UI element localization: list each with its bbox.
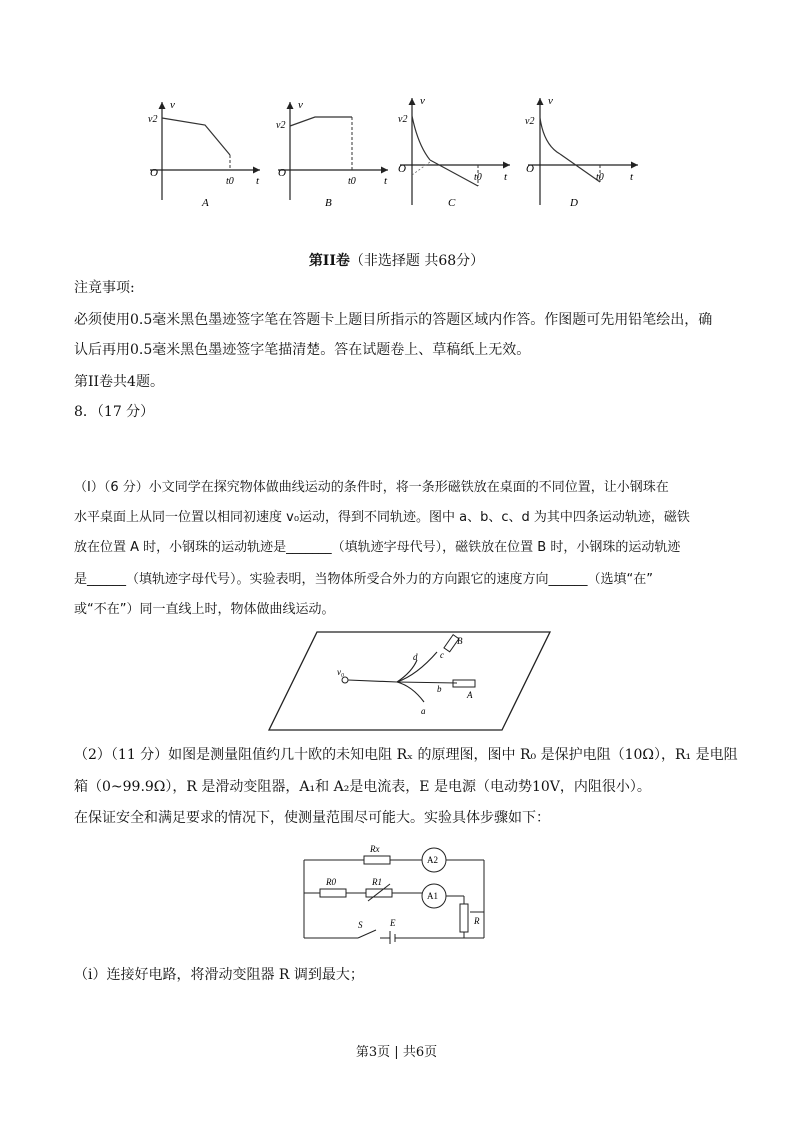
- section-title-rest: （非选择题 共68分）: [349, 253, 485, 269]
- graph-c-label: C: [448, 197, 456, 209]
- graph-a: [148, 99, 260, 209]
- graph-b-v2: v2: [276, 120, 286, 131]
- graph-b-t0: t0: [348, 176, 356, 187]
- graph-b-axis-v: v: [298, 99, 303, 111]
- q8-part1-line-1: （I）（6 分）小文同学在探究物体做曲线运动的条件时，将一条形磁铁放在桌面的不同位置，让小钢珠在: [74, 480, 669, 495]
- graph-b-label: B: [325, 197, 332, 209]
- circuit-label-r: R: [474, 916, 480, 926]
- notice-line-2: 认后再用0.5毫米黑色墨迹签字笔描清楚。答在试题卷上、草稿纸上无效。: [74, 342, 531, 358]
- graph-d-origin: O: [526, 163, 534, 175]
- graph-a-origin: O: [150, 167, 158, 179]
- circuit-label-r0: R0: [326, 877, 336, 887]
- magnet-label-B: B: [457, 636, 463, 646]
- graph-a-axis-t: t: [256, 175, 260, 187]
- q8-part1-line-5: 或“不在”）同一直线上时，物体做曲线运动。: [74, 602, 335, 617]
- q8-step-1: （i）连接好电路，将滑动变阻器 R 调到最大；: [74, 967, 364, 983]
- question-8-header: 8．（17 分）: [74, 404, 155, 420]
- q8-part2-line-2: 箱（0~99.9Ω），R 是滑动变阻器，A₁和 A₂是电流表，E 是电源（电动势10V，内阻很小）。: [74, 779, 651, 795]
- graph-d-axis-v: v: [548, 95, 553, 107]
- circuit-label-a1: A1: [427, 891, 438, 901]
- q8-part1-line-3: 放在位置 A 时，小钢珠的运动轨迹是_______（填轨迹字母代号），磁铁放在位置 B 时，小钢珠的运动轨迹: [74, 540, 681, 555]
- vt-graphs-figure: [130, 90, 650, 215]
- q8-part1-line-4: 是______（填轨迹字母代号）。实验表明，当物体所受合外力的方向跟它的速度方向______（选填“在”: [74, 572, 653, 587]
- magnet-label-d: d: [413, 652, 418, 662]
- magnet-trajectory-figure: [267, 630, 552, 732]
- graph-c-origin: O: [398, 163, 406, 175]
- magnet-label-b: b: [437, 684, 442, 694]
- graph-b-origin: O: [278, 167, 286, 179]
- section-title: [0, 250, 793, 270]
- graph-a-axis-v: v: [170, 99, 175, 111]
- graph-d-axis-t: t: [630, 171, 634, 183]
- graph-a-t0: t0: [226, 176, 234, 187]
- graph-b-axis-t: t: [384, 175, 388, 187]
- circuit-label-rx: Rx: [370, 844, 380, 854]
- graph-c-v2: v2: [398, 114, 408, 125]
- circuit-figure: [298, 838, 490, 944]
- graph-d-label: D: [570, 197, 578, 209]
- graph-c: [398, 95, 510, 209]
- magnet-label-a: a: [421, 706, 426, 716]
- graph-a-v2: v2: [148, 114, 158, 125]
- magnet-label-c: c: [440, 650, 444, 660]
- page-footer: 第3页 | 共6页: [355, 1045, 438, 1060]
- section-title-bold: 第II卷: [308, 253, 350, 269]
- magnet-label-v0: v₀: [337, 667, 345, 677]
- magnet-label-A: A: [467, 690, 473, 700]
- circuit-label-a2: A2: [427, 855, 438, 865]
- graph-d-t0: t0: [596, 172, 604, 183]
- circuit-label-e: E: [390, 918, 396, 928]
- graph-c-axis-v: v: [420, 95, 425, 107]
- q8-part1-line-2: 水平桌面上从同一位置以相同初速度 v₀运动，得到不同轨迹。图中 a、b、c、d 为其中四条运动轨迹，磁铁: [74, 510, 690, 525]
- notice-line-1: 必须使用0.5毫米黑色墨迹签字笔在答题卡上题目所指示的答题区域内作答。作图题可先用铅笔绘出，确: [74, 312, 713, 328]
- graph-c-axis-t: t: [504, 171, 508, 183]
- notice-heading: 注竟事项:: [74, 280, 135, 296]
- graph-c-t0: t0: [474, 172, 482, 183]
- graph-b: [276, 99, 388, 209]
- notice-line-3: 第II卷共4题。: [74, 374, 164, 390]
- graph-a-label: A: [202, 197, 209, 209]
- circuit-label-r1: R1: [372, 877, 382, 887]
- q8-part2-line-1: （2）（11 分）如图是测量阻值约几十欧的未知电阻 Rₓ 的原理图，图中 R₀ 是保护电阻（10Ω），R₁ 是电阻: [74, 747, 738, 763]
- circuit-label-s: S: [358, 920, 363, 930]
- q8-part2-line-3: 在保证安全和满足要求的情况下，使测量范围尽可能大。实验具体步骤如下：: [74, 810, 550, 826]
- graph-d: [525, 95, 638, 209]
- graph-d-v2: v2: [525, 116, 535, 127]
